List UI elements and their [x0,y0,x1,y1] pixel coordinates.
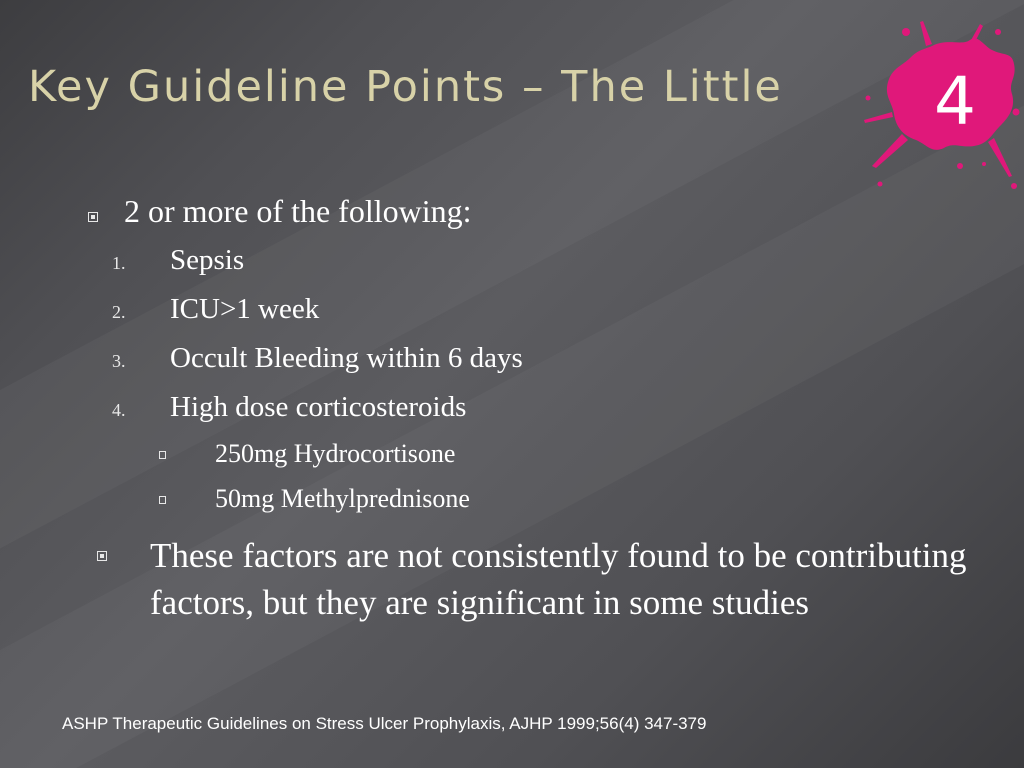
sub-bullet-icon [159,496,166,504]
list-item: High dose corticosteroids [170,391,467,423]
bullet-item-intro [88,193,471,230]
list-item: Occult Bleeding within 6 days [170,342,523,374]
list-number: 1. [112,253,126,273]
badge-number: 4 [934,63,976,140]
paint-splat-badge-icon [862,16,1022,196]
citation-footer: ASHP Therapeutic Guidelines on Stress Ulcer Prophylaxis, AJHP 1999;56(4) 347-379 [62,714,707,733]
intro-text: 2 or more of the following: [124,193,472,229]
square-bullet-icon [88,212,98,222]
list-item: Sepsis [170,244,245,276]
sub-list-item: 50mg Methylprednisone [215,484,470,513]
slide-title: Key Guideline Points – The Little [28,62,783,112]
list-number: 2. [112,302,126,322]
list-item: ICU>1 week [170,293,320,325]
square-bullet-icon [97,551,107,561]
list-number: 4. [112,400,126,420]
list-number: 3. [112,351,126,371]
sub-bullet-icon [159,451,166,459]
note-paragraph: These factors are not consistently found to be contributing factors, but they are significant in some studies [150,536,967,622]
sub-list-item: 250mg Hydrocortisone [215,439,456,468]
